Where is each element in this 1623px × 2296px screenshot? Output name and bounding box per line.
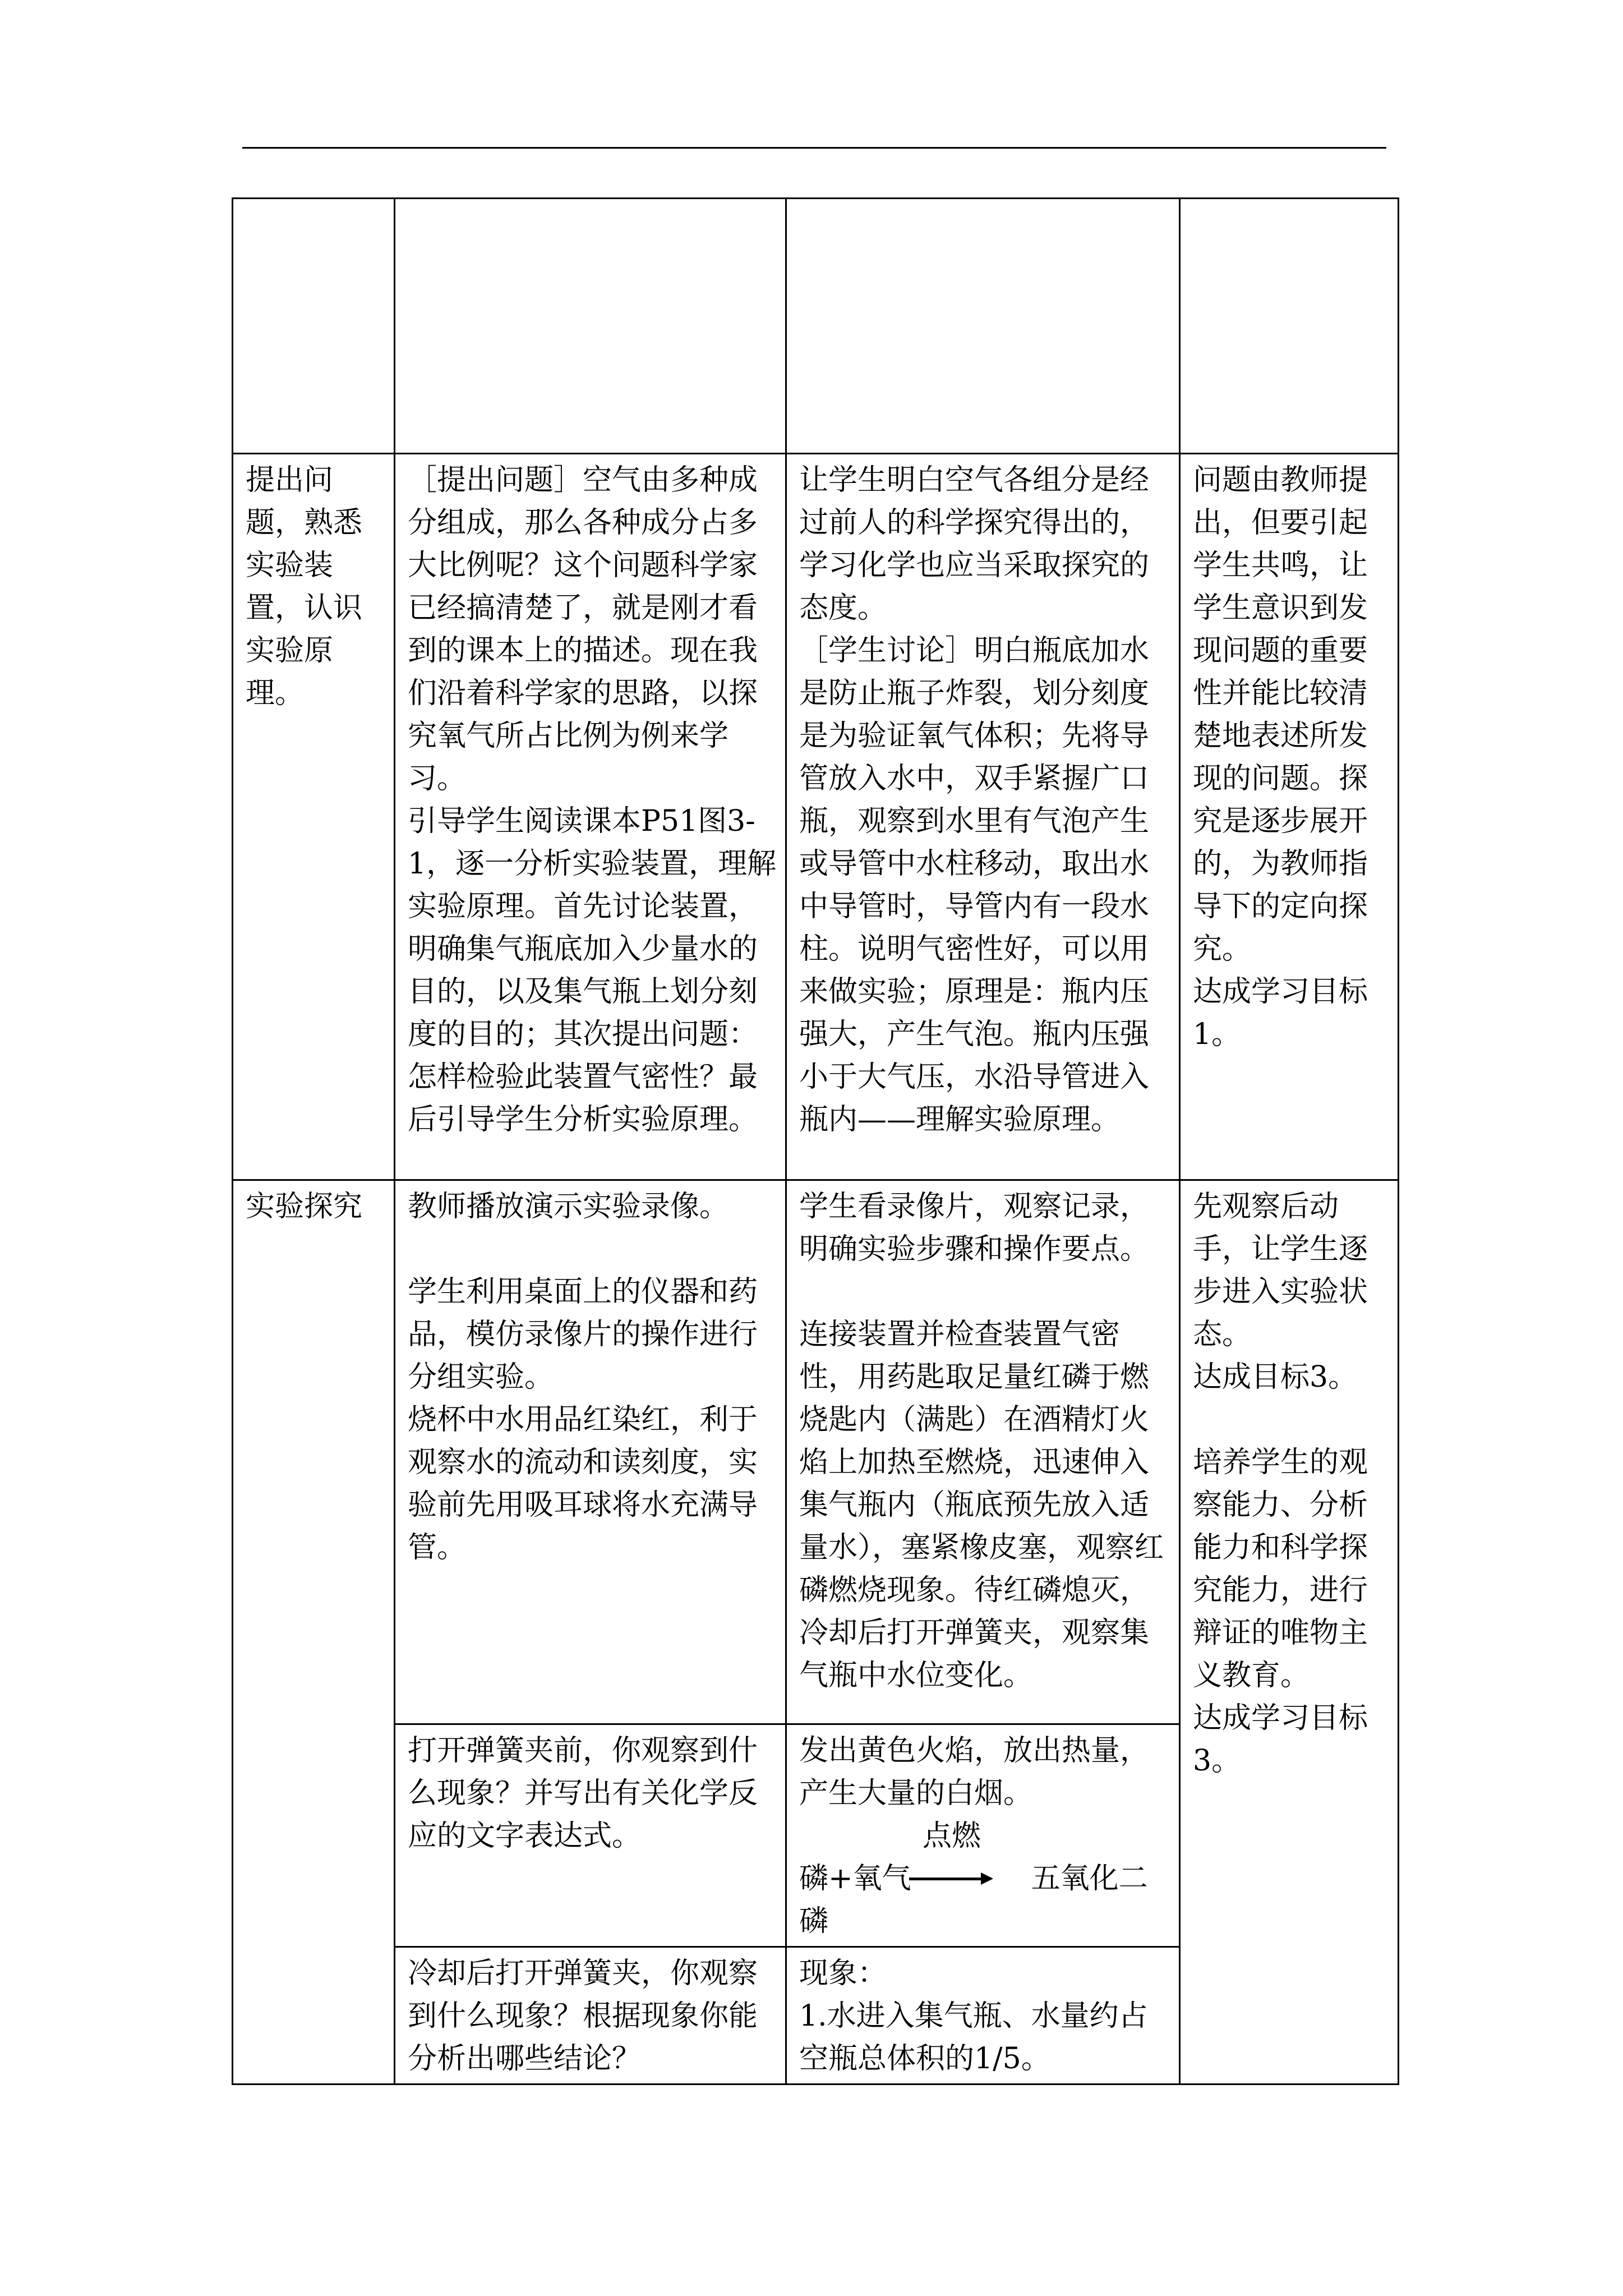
teacher-activity-cell: ［提出问题］空气由多种成分组成，那么各种成分占多大比例呢？这个问题科学家已经搞清楚了，就是刚才看到的课本上的描述。现在我们沿着科学家的思路，以探究氧气所占比例为例来学习。 引导学生阅读课本P51图3-1，逐一分析实验装置，理解实验原理。首先讨论装置，明确集气瓶底加入少量水的目的，以及集气瓶上划分刻度的目的；其次提出问题：怎样检验此装置气密性？最后引导学生分析实验原理。 (395, 454, 786, 1180)
table-row (233, 454, 1399, 1180)
stage-cell (233, 199, 395, 454)
header-rule (242, 147, 1386, 149)
student-activity-cell: 学生看录像片，观察记录，明确实验步骤和操作要点。 连接装置并检查装置气密性，用药匙取足量红磷于燃烧匙内（满匙）在酒精灯火焰上加热至燃烧，迅速伸入集气瓶内（瓶底预先放入适量水），塞紧橡皮塞，观察红磷燃烧现象。待红磷熄灭，冷却后打开弹簧夹，观察集气瓶中水位变化。 (786, 1180, 1180, 1724)
design-intent-cell: 先观察后动手，让学生逐步进入实验状态。 达成目标3。 培养学生的观察能力、分析能力和科学探究能力，进行辩证的唯物主义教育。 达成学习目标3。 (1180, 1180, 1399, 2085)
design-intent-cell: 问题由教师提出，但要引起学生共鸣，让学生意识到发现问题的重要性并能比较清楚地表述所发现的问题。探究是逐步展开的，为教师指导下的定向探究。 达成学习目标1。 (1180, 454, 1399, 1180)
stage-cell: 实验探究 (233, 1180, 395, 2085)
design-intent-cell (1180, 199, 1399, 454)
teacher-activity-cell (395, 199, 786, 454)
right-arrow-icon (909, 1876, 993, 1881)
lesson-plan-table (232, 197, 1399, 2085)
teacher-activity-cell: 冷却后打开弹簧夹，你观察到什么现象？根据现象你能分析出哪些结论？ (395, 1947, 786, 2085)
student-activity-cell (786, 1724, 1180, 1947)
word-equation (799, 1857, 1171, 1900)
table-row (233, 199, 1399, 454)
reaction-condition: 点燃 (923, 1819, 981, 1853)
teacher-activity-cell: 教师播放演示实验录像。 学生利用桌面上的仪器和药品，模仿录像片的操作进行分组实验。 烧杯中水用品红染红，利于观察水的流动和读刻度，实验前先用吸耳球将水充满导管。 (395, 1180, 786, 1724)
teacher-activity-cell: 打开弹簧夹前，你观察到什么现象？并写出有关化学反应的文字表达式。 (395, 1724, 786, 1947)
student-activity-cell (786, 199, 1180, 454)
observation-text: 发出黄色火焰，放出热量，产生大量的白烟。 (799, 1734, 1150, 1810)
student-activity-cell: 让学生明白空气各组分是经过前人的科学探究得出的，学习化学也应当采取探究的态度。 ［学生讨论］明白瓶底加水是防止瓶子炸裂，划分刻度是为验证氧气体积；先将导管放入水中，双手紧握广口瓶，观察到水里有气泡产生或导管中水柱移动，取出水中导管时，导管内有一段水柱。说明气密性好，可以用来做实验；原理是：瓶内压强大，产生气泡。瓶内压强小于大气压，水沿导管进入瓶内——理解实验原理。 (786, 454, 1180, 1180)
stage-cell: 提出问题，熟悉实验装置，认识实验原理。 (233, 454, 395, 1180)
student-activity-cell: 现象： 1.水进入集气瓶、水量约占空瓶总体积的1/5。 (786, 1947, 1180, 2085)
table-row (233, 1180, 1399, 1724)
equation-product: 五氧化二 (1031, 1862, 1148, 1895)
equation-product-continued: 磷 (799, 1904, 829, 1938)
equation-reactants: 磷+氧气 (799, 1862, 911, 1895)
